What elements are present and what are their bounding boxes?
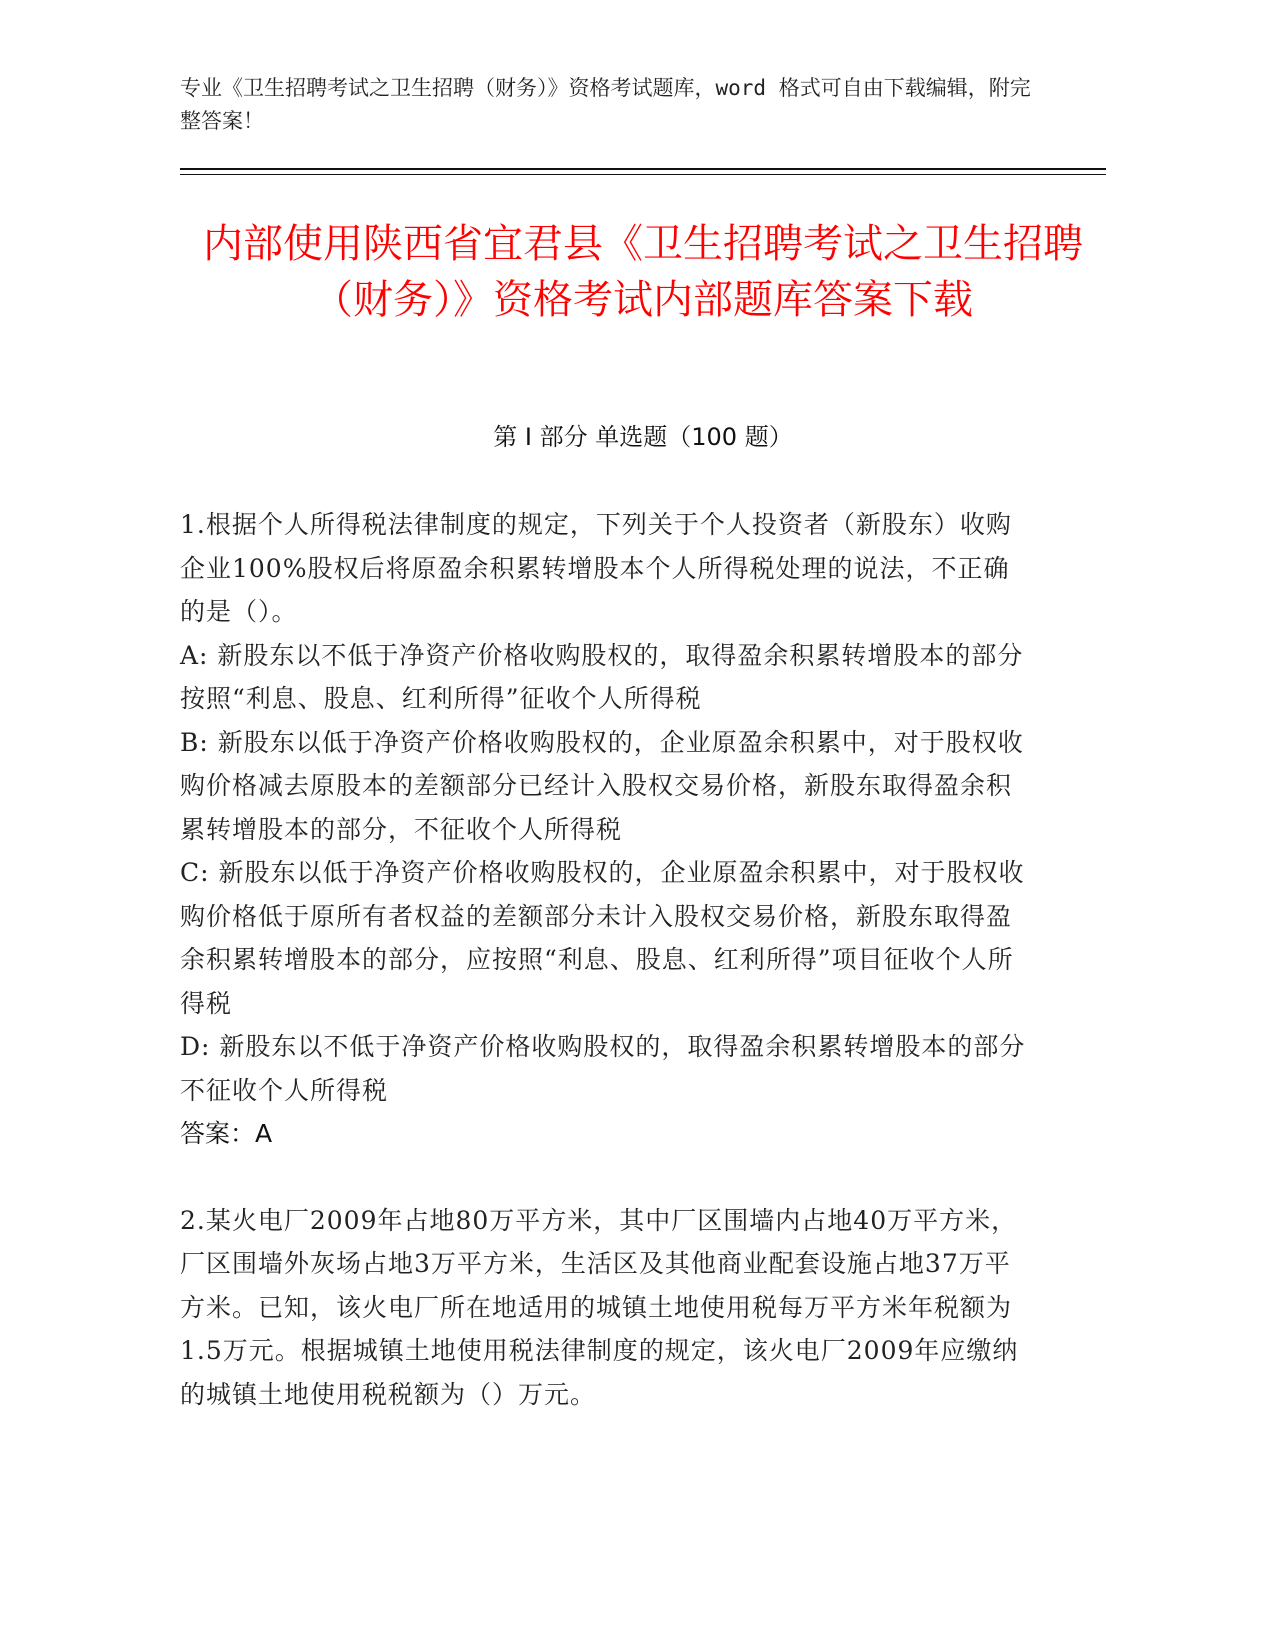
option-c: C: 新股东以低于净资产价格收购股权的，企业原盈余积累中，对于股权收购价格低于原所有者权益的差额部分未计入股权交易价格，新股东取得盈余积累转增股本的部分，应按照“利息、股息、红利所得”项目征收个人所得税	[180, 858, 1025, 1018]
document-title: 内部使用陕西省宜君县《卫生招聘考试之卫生招聘（财务）》资格考试内部题库答案下载	[203, 221, 1083, 323]
option-b: B: 新股东以低于净资产价格收购股权的，企业原盈余积累中，对于股权收购价格减去原股本的差额部分已经计入股权交易价格，新股东取得盈余积累转增股本的部分，不征收个人所得税	[180, 727, 1024, 844]
header-note: 专业《卫生招聘考试之卫生招聘（财务）》资格考试题库，word 格式可自由下载编辑，附完整答案！	[180, 76, 1031, 133]
question-spacer	[180, 1156, 1030, 1199]
option-d: D: 新股东以不低于净资产价格收购股权的，取得盈余积累转增股本的部分不征收个人所得税	[180, 1032, 1026, 1105]
question-stem: 1.根据个人所得税法律制度的规定，下列关于个人投资者（新股东）收购企业100%股权后将原盈余积累转增股本个人所得税处理的说法，不正确的是（）。	[180, 510, 1012, 626]
answer-line: 答案：A	[180, 1119, 273, 1148]
question-1	[180, 503, 1030, 1156]
question-stem: 2.某火电厂2009年占地80万平方米，其中厂区围墙内占地40万平方米，厂区围墙外灰场占地3万平方米，生活区及其他商业配套设施占地37万平方米。已知，该火电厂所在地适用的城镇土地使用税每万平方米年税额为1.5万元。根据城镇土地使用税法律制度的规定，该火电厂2009年应缴纳的城镇土地使用税税额为（）万元。	[180, 1205, 1019, 1409]
section-title: 第 I 部分 单选题（100 题）	[493, 423, 793, 451]
header-divider-thick	[180, 168, 1106, 170]
question-2	[180, 1199, 1030, 1417]
option-a: A: 新股东以不低于净资产价格收购股权的，取得盈余积累转增股本的部分按照“利息、股息、红利所得”征收个人所得税	[180, 640, 1024, 713]
question-list	[180, 503, 1030, 1416]
header-divider-thin	[180, 174, 1106, 175]
